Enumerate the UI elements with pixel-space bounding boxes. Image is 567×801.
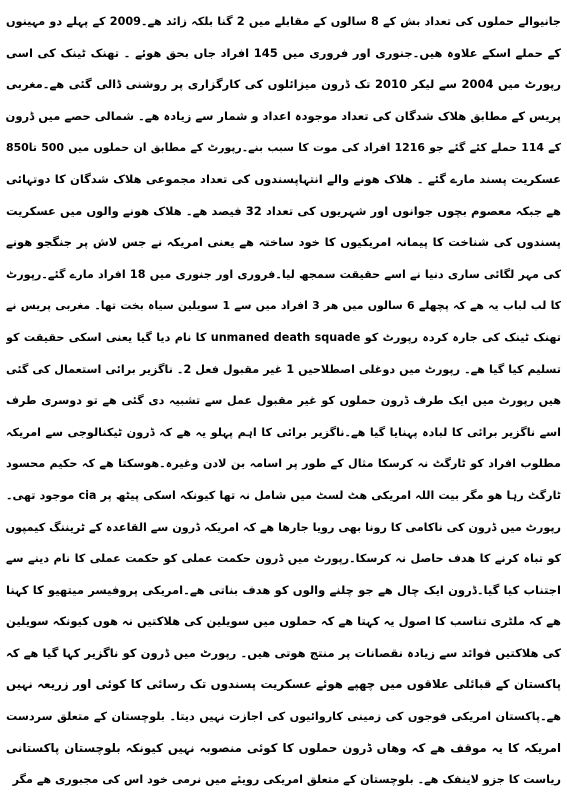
text-line: کی ھلاکتیں فوائد سے زیادہ نقصانات پر منتج ھوتی ھیں۔ رپورٹ میں ڈرون کو ناگزیر کہا گیا ھے کہ: [6, 645, 561, 660]
text-line: اسے ناگزیر برائی کا لبادہ پہنایا گیا ھے۔ناگزیر برائی کا اہم پہلو یہ ھے کہ ڈرون ٹیکنالوجی سے امریکہ: [6, 425, 561, 439]
text-line: ٹارگٹ رہا ھو مگر بیت اللہ امریکی ھٹ لسٹ میں شامل نہ تھا کیونکہ اسکی پیٹھ پر cia موجود تھی۔: [6, 488, 561, 502]
text-line: کی مہر لگائی ساری دنیا نے اسے حقیقت سمجھ لیا۔فروری اور جنوری میں 18 افراد مارے گئے۔رپورٹ: [6, 267, 561, 281]
text-line: پسندوں کی شناخت کا پیمانہ امریکیوں کا خود ساختہ ھے یعنی امریکہ نے جس لاش پر جنگجو ھونے: [6, 235, 561, 250]
text-line: پریس کے مطابق ھلاک شدگان کی تعداد موجودہ اعداد و شمار سے زیادہ ھے۔ شمالی حصے میں ڈرون: [6, 108, 561, 123]
text-line: امریکہ کا یہ موقف ھے کہ وھاں ڈرون حملوں کا کوئی منصوبہ نہیں کیونکہ بلوچستان پاکستانی: [6, 740, 561, 755]
text-line: ھیں رپورٹ میں ایک طرف ڈرون حملوں کو غیر مقبول عمل سے تشبیہ دی گئی ھے تو دوسری طرف: [6, 394, 561, 408]
text-line: جانیوالے حملوں کی تعداد بش کے 8 سالوں کے مقابلے میں 2 گنا بلکہ زائد ھے۔2009 کے پہلے دو مہینوں: [6, 15, 561, 28]
text-line: ھے کہ ملٹری تناسب کا اصول یہ کہتا ھے کہ حملوں میں سویلین کی ھلاکتیں نہ ھوں کیونکہ سویلین: [6, 614, 561, 629]
text-line: کے حملے اسکے علاوہ ھیں۔جنوری اور فروری میں 145 افراد جاں بحق ھوئے ۔ تھنک ٹینک کی اسی: [6, 45, 561, 60]
text-line: رپورٹ میں 2004 سے لیکر 2010 تک ڈرون میزائلوں کی کارگزاری پر روشنی ڈالی گئی ھے۔مغربی: [6, 77, 561, 92]
text-line: مطلوب افراد کو ٹارگٹ نہ کرسکا مثال کے طور پر اسامہ بن لادن وغیرہ۔ھوسکتا ھے کہ حکیم محسود: [6, 457, 561, 471]
text-line: ھے جبکہ معصوم بچوں جوانوں اور شہریوں کی تعداد 32 فیصد ھے۔ ھلاک ھونے والوں میں عسکریت: [6, 203, 561, 218]
text-line: کے 114 حملے کئے گئے جو 1216 افراد کی موت کا سبب بنے۔رپورٹ کے مطابق ان حملوں میں 500 تا850: [6, 141, 561, 155]
text-line: تسلیم کیا گیا ھے۔ رپورٹ میں دوغلی اصطلاحیں 1 غیر مقبول فعل 2۔ ناگزیر برائی استعمال کی گئی: [6, 362, 561, 376]
text-line: کو تباہ کرنے کا ھدف حاصل نہ کرسکا۔رپورٹ میں ڈرون حکمت عملی کو حکمت عملی کا نام دینے سے: [6, 552, 561, 566]
text-line: کا لب لباب یہ ھے کہ پچھلے 6 سالوں میں ھر 3 افراد میں سے 1 سویلین سیاہ بخت تھا۔ مغربی پریس نے: [6, 299, 561, 313]
text-line: پاکستان کے قبائلی علاقوں میں چھپے ھوئے عسکریت پسندوں تک رسائی کا کوئی اور زریعہ نہیں: [6, 677, 561, 692]
text-line: عسکریت پسند مارے گئے ۔ ھلاک ھونے والے انتہاپسندوں کی تعداد مجموعی ھلاک شدگان کا دوتہائی: [6, 171, 561, 186]
text-line: رپورٹ میں ڈرون کی ناکامی کا رونا بھی رویا جارھا ھے کہ امریکہ ڈرون سے القاعدہ کے ٹریننگ کیمپوں: [6, 520, 561, 534]
text-line: تھنک ٹینک کی جارہ کردہ رپورٹ کو unmaned death squade کا نام دیا گیا یعنی اسکی حقیقت کو: [6, 330, 561, 344]
text-line: ریاست کا جزو لاینفک ھے۔ بلوچستان کے متعلق امریکی رویئے میں نرمی خود اس کی مجبوری ھے مگر: [12, 773, 561, 787]
text-line: اجتناب کیا گیا۔ڈرون ایک چال ھے جو چلنے والوں کو ھدف بناتی ھے۔امریکی پروفیسر میتھیو کا کہنا: [6, 582, 561, 597]
text-line: ھے۔پاکستان امریکی فوجوں کی زمینی کاروائیوں کی اجازت نہیں دیتا۔ بلوچستان کے متعلق سردست: [6, 710, 561, 724]
